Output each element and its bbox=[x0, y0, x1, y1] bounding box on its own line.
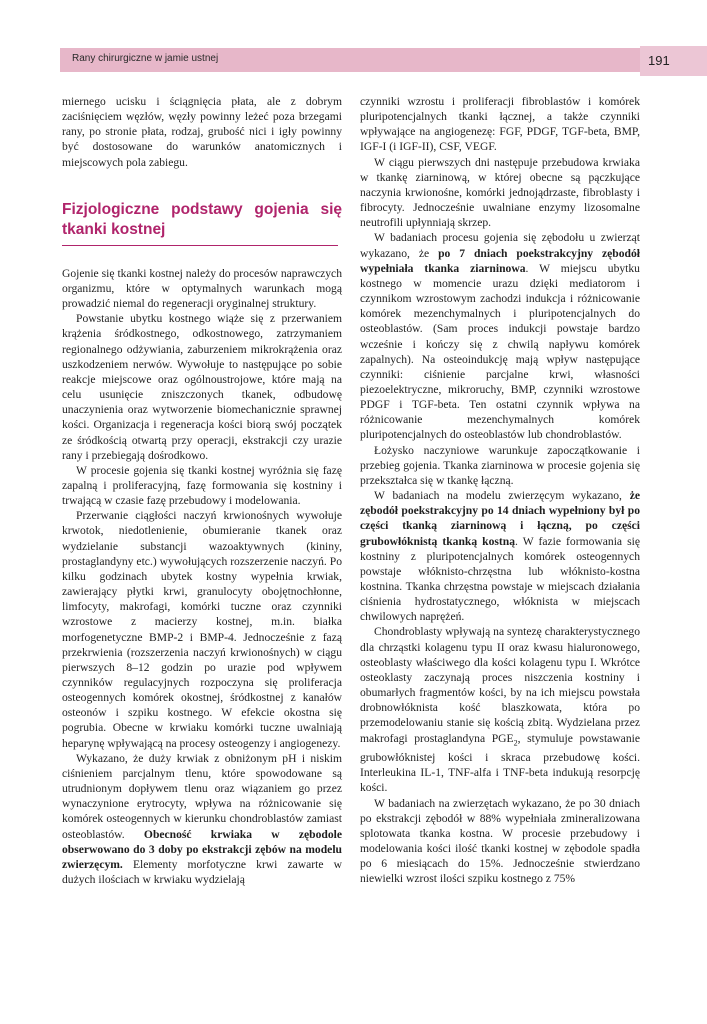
bold-text: po 7 dniach poekstrakcyjny zębodół wypełniała tkanka ziarninowa bbox=[360, 246, 640, 275]
text-span: , stymuluje powstawanie grubowłóknistej kości i skraca przebudowę kości. Interleukina IL-1, TNF-alfa i TNF-beta indukują resorpcję kości. bbox=[360, 731, 640, 795]
paragraph: W badaniach na zwierzętach wykazano, że po 30 dniach po ekstrakcji zębodół w 88% wypełniała zmineralizowana splotowata tkanka kostna. W procesie przebudowy i modelowania kości ilość tkanki kostnej w zębodole spadła po 6 miesiącach do 15%. Jednocześnie stwierdzano niewielki wzrost ilości szpiku kostnego z 75% bbox=[360, 796, 640, 886]
paragraph bbox=[360, 230, 640, 442]
subscript: 2 bbox=[513, 737, 518, 747]
right-column bbox=[360, 94, 640, 886]
text-span: Elementy morfotyczne krwi zawarte w dużych ilościach w krwiaku wydzielają bbox=[62, 857, 342, 887]
left-column bbox=[62, 94, 342, 887]
paragraph: Przerwanie ciągłości naczyń krwionośnych wywołuje krwotok, niedotlenienie, obumieranie tkanek oraz wydzielanie substancji wazoaktywnych (kininy, prostaglandyny etc.) wywołujących rozszerzenie naczyń. Po kilku godzinach ubytek kostny wypełnia krwiak, zawierający płytki krwi, granulocyty obojętnochłonne, limfocyty, makrofagi, komórki tuczne oraz czynniki wzrostowe z macierzy kostnej, m.in. białka morfogenetyczne BMP-2 i BMP-4. Jednocześnie z fazą przekrwienia (rozszerzenia naczyń krwionośnych) w ciągu pierwszych 8–12 godzin po urazie pod wpływem czynników regulacyjnych rozpoczyna się proliferacja osteogennych komórek okostnej, śródkostnej z kanałów osteonów i szpiku kostnego. W efekcie okostna się pogrubia. Obecne w krwiaku komórki tuczne uwalniają heparynę wpływającą na procesy osteogenzy i angiogenezy. bbox=[62, 509, 342, 750]
paragraph: Powstanie ubytku kostnego wiąże się z przerwaniem krążenia śródkostnego, odkostnowego, zatrzymaniem regionalnego odżywiania, zaburzeniem mikrokrążenia oraz uszkodzeniem nerwów. Wywołuje to następujące po sobie reakcje miejscowe oraz ogólnoustrojowe, które mają na celu usunięcie zniszczonych tkanek, odbudowę unaczynienia oraz wytworzenie biomechanicznie sprawnej kości. Organizacja i regeneracja kości biorą swój początek ze śródkością otwartą przy operacji, ekstrakcji czy urazie rany i przebiegają dośrodkowo. bbox=[62, 312, 342, 462]
text-span: Chondroblasty wpływają na syntezę charakterystycznego dla chrząstki kolagenu typu II oraz kwasu hialuronowego, osteoblasty właściwego dla kości kolagenu typu I. Wkrótce osteoklasty zaczynają proces niszczenia kostniny i obumarłych fragmentów kości, by na ich miejscu powstała drobnowłóknista kość blaszkowata, która po przemodelowaniu stanie się kością zbitą. Wydzielana przez makrofagi prostaglandyna PGE bbox=[360, 625, 640, 745]
paragraph: Gojenie się tkanki kostnej należy do procesów naprawczych organizmu, które w optymalnych warunkach mogą prowadzić niemal do regeneracji oryginalnej struktury. bbox=[62, 266, 342, 311]
paragraph: Łożysko naczyniowe warunkuje zapoczątkowanie i przebieg gojenia. Tkanka ziarninowa w procesie gojenia się przekształca się w tkankę łączną. bbox=[360, 443, 640, 487]
paragraph bbox=[360, 624, 640, 795]
section-heading: Fizjologiczne podstawy gojenia się tkanki kostnej bbox=[62, 200, 342, 238]
paragraph: czynniki wzrostu i proliferacji fibroblastów i komórek pluripotencjalnych tkanki łącznej, a także czynniki wpływające na angiogenezę: FGF, PDGF, TGF-beta, BMP, IGF-I (i IGF-II), CSF, VEGF. bbox=[360, 95, 640, 154]
heading-rule bbox=[62, 245, 338, 246]
paragraph bbox=[360, 488, 640, 624]
text-span: Wykazano, że duży krwiak z obniżonym pH i niskim ciśnieniem parcjalnym tlenu, które spowodowane są utrudnionym dopływem tlenu oraz wiązaniem go przez wynaczynione erytrocyty, wpływa na różnicowanie się komórek osteogennych w kierunku chondroblastów zamiast osteoblastów. bbox=[62, 751, 342, 841]
paragraph bbox=[62, 751, 342, 887]
paragraph: W ciągu pierwszych dni następuje przebudowa krwiaka w tkankę ziarninową, w której obecne są pączkujące naczynia krwionośne, komórki jednojądrzaste, fibroblasty i fibrocyty. Jednocześnie uwalniane enzymy lizosomalne neutrofili upłynniają skrzep. bbox=[360, 155, 640, 230]
paragraph: W procesie gojenia się tkanki kostnej wyróżnia się fazę zapalną i proliferacyjną, fazę formowania się kostniny i trwającą w czasie fazę przebudowy i modelowania. bbox=[62, 463, 342, 508]
text-span: W badaniach procesu gojenia się zębodołu u zwierząt wykazano, że bbox=[360, 231, 640, 260]
text-span: . W fazie formowania się kostniny z pluripotencjalnych komórek osteogennych powstaje włóknisto-chrzęstna lub włóknisto-kostna kostnina. Tkanka chrzęstna powstaje w miejscach działania ciśnienia hydrostatycznego, włóknista w miejscach chwilowych naprężeń. bbox=[360, 534, 640, 624]
bold-text: Obecność krwiaka w zębodole obserwowano do 3 doby po ekstrakcji zębów na modelu zwierzęcym. bbox=[62, 827, 342, 871]
bold-text: że zębodół poekstrakcyjny po 14 dniach wypełniony był po części tkanką ziarninową i łączną, po części grubowłóknistą tkanką kostną bbox=[360, 489, 640, 548]
text-span: . W miejscu ubytku kostnego w momencie urazu dzięki mediatorom i czynnikom wzrostowym zachodzi indukcja i różnicowanie komórek mezenchymalnych i pluripotencjalnych do osteoblastów. (Sam proces indukcji powstaje bardzo wcześnie i kończy się z chwilą napływu komórek zapalnych). Na osteoindukcję mają wpływ następujące czynniki: ciśnienie parcjalne krwi, własności piezoelektryczne, mikroruchy, BMP, czynniki wzrostowe PDGF i TGF-beta. Ten ostatni czynnik wpływa na różnicowanie mezenchymalnych komórek pluripotencjalnych do osteoblastów lub chondroblastów. bbox=[360, 261, 640, 442]
paragraph: miernego ucisku i ściągnięcia płata, ale z dobrym zaciśnięciem węzłów, węzły powinny leżeć poza brzegami rany, po stronie płata, rodzaj, grubość nici i igły powinny być dostosowane do warunków anatomicznych i miejscowych pola zabiegu. bbox=[62, 95, 342, 169]
text-span: W badaniach na modelu zwierzęcym wykazano, bbox=[374, 489, 622, 503]
page-number: 191 bbox=[648, 53, 670, 68]
running-title: Rany chirurgiczne w jamie ustnej bbox=[72, 53, 219, 64]
